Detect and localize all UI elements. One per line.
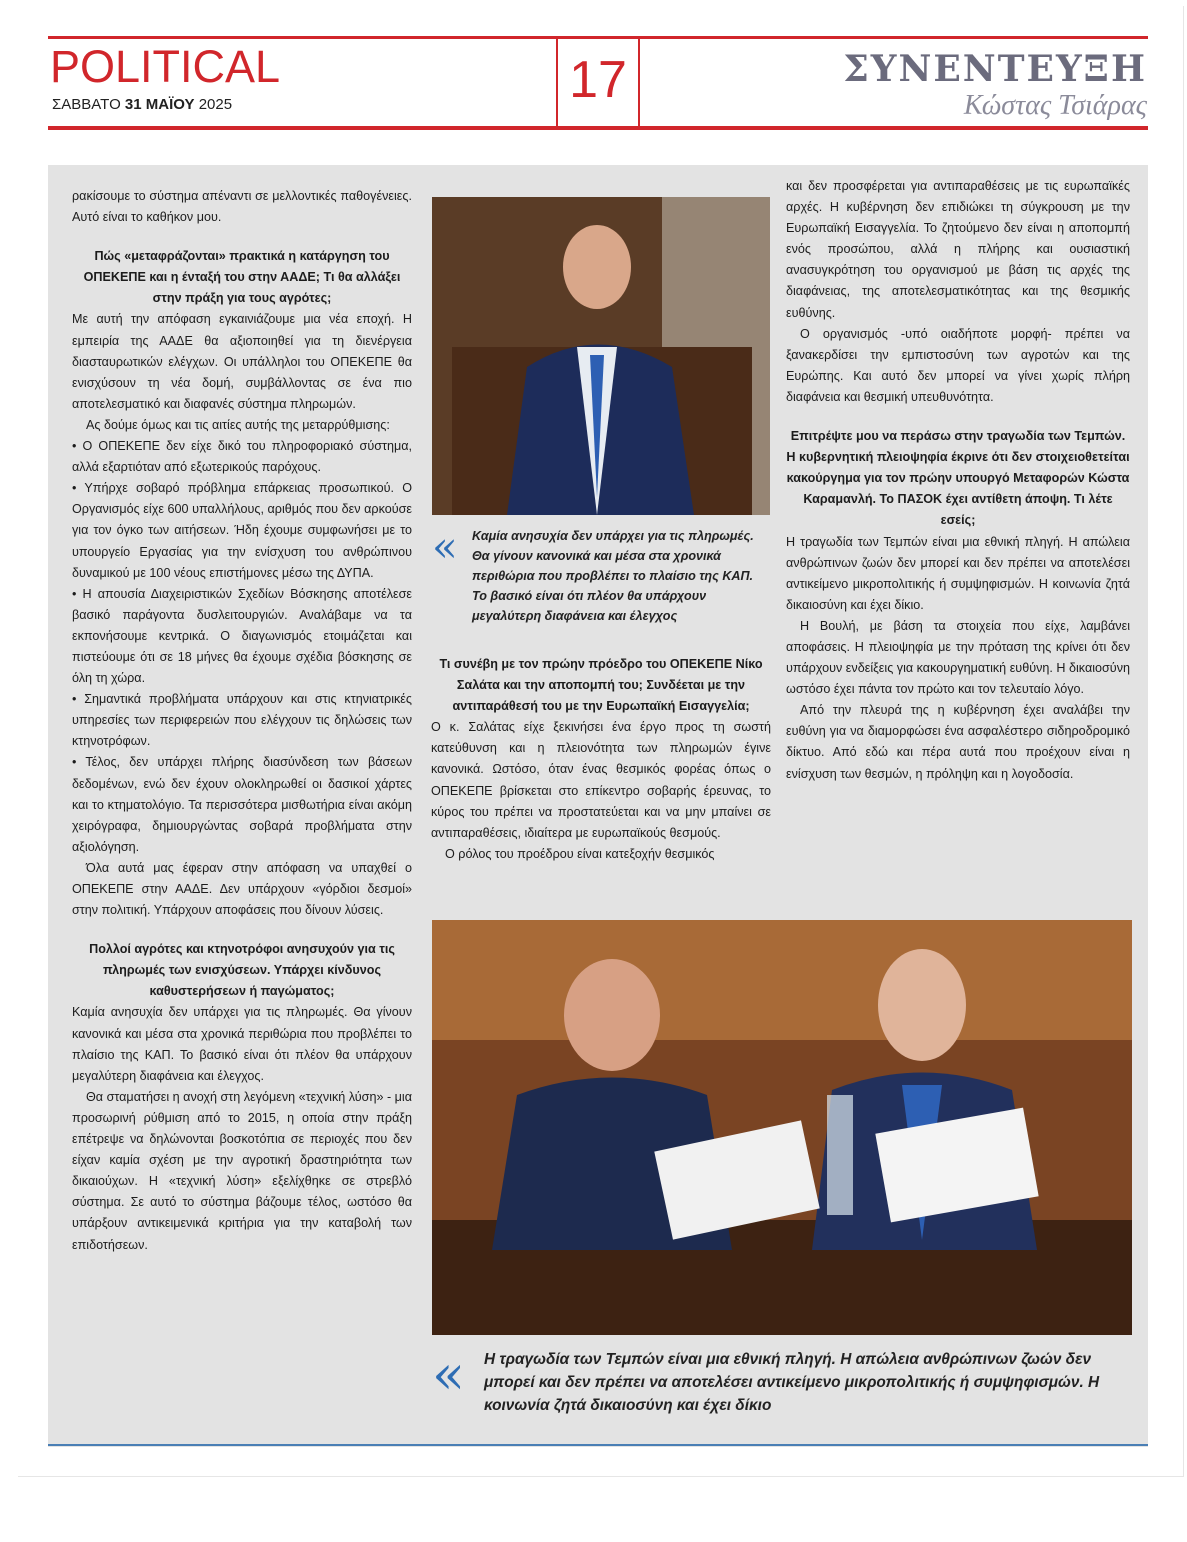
quote-mark-icon: « bbox=[432, 522, 458, 571]
page-number: 17 bbox=[556, 36, 640, 126]
date-day: ΣΑΒΒΑΤΟ bbox=[52, 96, 121, 113]
paragraph: Ο οργανισμός -υπό οιαδήποτε μορφή- πρέπει να ξανακερδίσει την εμπιστοσύνη των αγροτών και της Ευρώπης. Και αυτό δεν μπορεί να γίνει χωρίς πλήρη διαφάνεια και θεσμική υπευθυνότητα. bbox=[786, 326, 1130, 404]
interview-kicker: ΣΥΝΕΝΤΕΥΞΗ bbox=[843, 48, 1147, 90]
article-column-1 bbox=[72, 186, 412, 1256]
paragraph: Η Βουλή, με βάση τα στοιχεία που είχε, λαμβάνει αποφάσεις. Η πλειοψηφία με την πρόταση της κρίνει ότι δεν υπάρχουν ενδείξεις για κακουργηματική ευθύνη. Η δικαιοσύνη ωστόσο έχει πάντα τον πρώτο και τον τελευταίο λόγο. bbox=[786, 618, 1130, 697]
paragraph: Η τραγωδία των Τεμπών είναι μια εθνική πληγή. Η απώλεια ανθρώπινων ζωών δεν μπορεί και δεν πρέπει να αποτελέσει αντικείμενο μικροπολιτικής ή συμψηφισμών. Η κοινωνία ζητά δικαιοσύνη και έχει δίκιο. bbox=[786, 534, 1130, 612]
paragraph: • Υπήρχε σοβαρό πρόβλημα επάρκειας προσωπικού. Ο Οργανισμός είχε 600 υπαλλήλους, αριθμός που δεν αρκούσε για τον όγκο των αιτήσεων. Ήδη έχουμε συμφωνήσει με το υπουργείο Εργασίας για την ενίσχυση του ανθρώπινου δυναμικού με 100 νέους επιστήμονες μέσω της ΔΥΠΑ. bbox=[72, 481, 412, 580]
pull-quote-1-text: Καμία ανησυχία δεν υπάρχει για τις πληρωμές. Θα γίνουν κανονικά και μέσα στα χρονικά περιθώρια που προβλέπει το πλαίσιο της ΚΑΠ. Το βασικό είναι ότι πλέον θα υπάρχουν μεγαλύτερη διαφάνεια και έλεγχος bbox=[472, 529, 754, 623]
paragraph: • Τέλος, δεν υπάρχει πλήρης διασύνδεση των βάσεων δεδομένων, ενώ δεν έχουν ολοκληρωθεί οι δασικοί χάρτες και το κτηματολόγιο. Τα περισσότερα μισθωτήρια είναι ακόμη χειρόγραφα, δημιουργώντας σοβαρά προβλήματα στην αξιολόγηση. bbox=[72, 755, 412, 854]
paragraph: Με αυτή την απόφαση εγκαινιάζουμε μια νέα εποχή. Η εμπειρία της ΑΑΔΕ θα αξιοποιηθεί για τη διενέργεια διασταυρωτικών ελέγχων. Οι υπάλληλοι του ΟΠΕΚΕΠΕ θα ενισχύσουν τη νέα δομή, συμβάλλοντας σε ένα πιο αποτελεσματικό και διαφανές σύστημα πληρωμών. bbox=[72, 312, 412, 411]
portrait-illustration bbox=[432, 197, 770, 515]
paragraph: Ο κ. Σαλάτας είχε ξεκινήσει ένα έργο προς τη σωστή κατεύθυνση και η πλειονότητα των πληρωμών έγινε κανονικά. Ωστόσο, όταν ένας θεσμικός φορέας όπως ο ΟΠΕΚΕΠΕ βρίσκεται στο επίκεντρο σοβαρής έρευνας, το κύρος του πρέπει να προστατεύεται και να μην μπαίνει σε αντιπαραθέσεις, ιδιαίτερα με ευρωπαϊκούς θεσμούς. bbox=[431, 720, 771, 840]
header-bottom-rule bbox=[48, 126, 1148, 130]
issue-date bbox=[52, 96, 232, 113]
paragraph: Ας δούμε όμως και τις αιτίες αυτής της μεταρρύθμισης: bbox=[86, 417, 390, 432]
paragraph: • Σημαντικά προβλήματα υπάρχουν και στις κτηνιατρικές υπηρεσίες των περιφερειών που ελέγχουν τις δηλώσεις των κτηνοτρόφων. bbox=[72, 692, 412, 749]
paragraph-gap bbox=[72, 228, 412, 246]
paragraph: και δεν προσφέρεται για αντιπαραθέσεις με τις ευρωπαϊκές αρχές. Η κυβέρνηση δεν επιδιώκει τη σύγκρουση με την Ευρωπαϊκή Εισαγγελία. Το ζητούμενο δεν είναι η αποπομπή ενός προσώπου, αλλά η πλήρης και ουσιαστική ανασυγκρότηση του οργανισμού με βάση τις αρχές της διαφάνειας, της αποτελεσματικότητας και της θεσμικής ευθύνης. bbox=[786, 179, 1130, 320]
portrait-photo bbox=[432, 197, 770, 515]
paragraph: Όλα αυτά μας έφεραν στην απόφαση να υπαχθεί ο ΟΠΕΚΕΠΕ στην ΑΑΔΕ. Δεν υπάρχουν «γόρδιοι δεσμοί» στην πολιτική. Υπάρχουν αποφάσεις που δίνουν λύσεις. bbox=[72, 860, 412, 918]
pull-quote-2-text: Η τραγωδία των Τεμπών είναι μια εθνική πληγή. Η απώλεια ανθρώπινων ζωών δεν μπορεί και δεν πρέπει να αποτελέσει αντικείμενο μικροπολιτικής ή συμψηφισμών. Η κοινωνία ζητά δικαιοσύνη και έχει δίκιο bbox=[484, 1351, 1100, 1414]
paragraph: • Η απουσία Διαχειριστικών Σχεδίων Βόσκησης αποτέλεσε βασικό παράγοντα δυσλειτουργιών. Αναλάβαμε να τα εκπονήσουμε κεντρικά. Ο διαγωνισμός ετοιμάζεται και πιστεύουμε ότι σε 18 μήνες θα έχουμε σχέδια βόσκησης σε όλη τη χώρα. bbox=[72, 586, 412, 686]
paragraph-gap bbox=[786, 408, 1130, 426]
date-year: 2025 bbox=[198, 96, 233, 113]
paragraph: Από την πλευρά της η κυβέρνηση έχει αναλάβει την ευθύνη για να διαμορφώσει ένα ασφαλέστερο σιδηροδρομικό δίκτυο. Από εδώ και πέρα αυτά που προέχουν είναι η ενίσχυση των θεσμών, η πρόληψη και η λογοδοσία. bbox=[786, 703, 1130, 781]
interviewee-name: Κώστας Τσιάρας bbox=[963, 90, 1147, 121]
interview-question: Πολλοί αγρότες και κτηνοτρόφοι ανησυχούν για τις πληρωμές των ενισχύσεων. Υπάρχει κίνδυνος καθυστερήσεων ή παγώματος; bbox=[89, 942, 395, 999]
interview-question: Πώς «μεταφράζονται» πρακτικά η κατάργηση του ΟΠΕΚΕΠΕ και η ένταξή του στην ΑΑΔΕ; Τι θα αλλάξει στην πράξη για τους αγρότες; bbox=[83, 249, 401, 306]
interview-question: Τι συνέβη με τον πρώην πρόεδρο του ΟΠΕΚΕΠΕ Νίκο Σαλάτα και την αποπομπή του; Συνδέεται με την αντιπαράθεσή του με την Ευρωπαϊκή Εισαγγελία; bbox=[439, 657, 763, 714]
date-main: 31 ΜΑΪΟΥ bbox=[124, 96, 195, 113]
section-title: POLITICAL bbox=[50, 41, 281, 92]
paragraph: • Ο ΟΠΕΚΕΠΕ δεν είχε δικό του πληροφοριακό σύστημα, αλλά εξαρτιόταν από εξωτερικούς παρόχους. bbox=[72, 439, 412, 475]
parliament-photo bbox=[432, 920, 1132, 1335]
article-column-3 bbox=[786, 176, 1130, 785]
article-column-2 bbox=[431, 654, 771, 865]
paragraph-gap bbox=[72, 921, 412, 939]
parliament-illustration bbox=[432, 920, 1132, 1335]
paragraph: ρακίσουμε το σύστημα απέναντι σε μελλοντικές παθογένειες. Αυτό είναι το καθήκον μου. bbox=[72, 189, 412, 225]
paragraph: Καμία ανησυχία δεν υπάρχει για τις πληρωμές. Θα γίνουν κανονικά και μέσα στα χρονικά περιθώρια που προβλέπει το πλαίσιο της ΚΑΠ. Το βασικό είναι ότι πλέον θα υπάρχουν μεγαλύτερη διαφάνεια και έλεγχος. bbox=[72, 1005, 412, 1083]
paragraph: Ο ρόλος του προέδρου είναι κατεξοχήν θεσμικός bbox=[445, 846, 715, 861]
quote-mark-icon: « bbox=[432, 1343, 466, 1406]
interview-question: Επιτρέψτε μου να περάσω στην τραγωδία των Τεμπών. Η κυβερνητική πλειοψηφία έκρινε ότι δεν στοιχειοθετείται κακούργημα για τον πρώην υπουργό Μεταφορών Κώστα Καραμανλή. Το ΠΑΣΟΚ έχει αντίθετη άποψη. Τι λέτε εσείς; bbox=[786, 429, 1130, 528]
paragraph: Θα σταματήσει η ανοχή στη λεγόμενη «τεχνική λύση» - μια προσωρινή ρύθμιση από το 2015, η οποία στην πράξη επέτρεψε να δηλώνονται βοσκοτόπια σε περιοχές που δεν είχαν καμία σχέση με την αγροτική δραστηριότητα των δικαιούχων. Η «τεχνική λύση» εξελίχθηκε σε στρεβλό σύστημα. Σε αυτό το σύστημα βάζουμε τέλος, ωστόσο θα υπάρξουν αντικειμενικά κριτήρια για την καταβολή των επιδοτήσεων. bbox=[72, 1089, 412, 1252]
footer-rule bbox=[48, 1444, 1148, 1446]
